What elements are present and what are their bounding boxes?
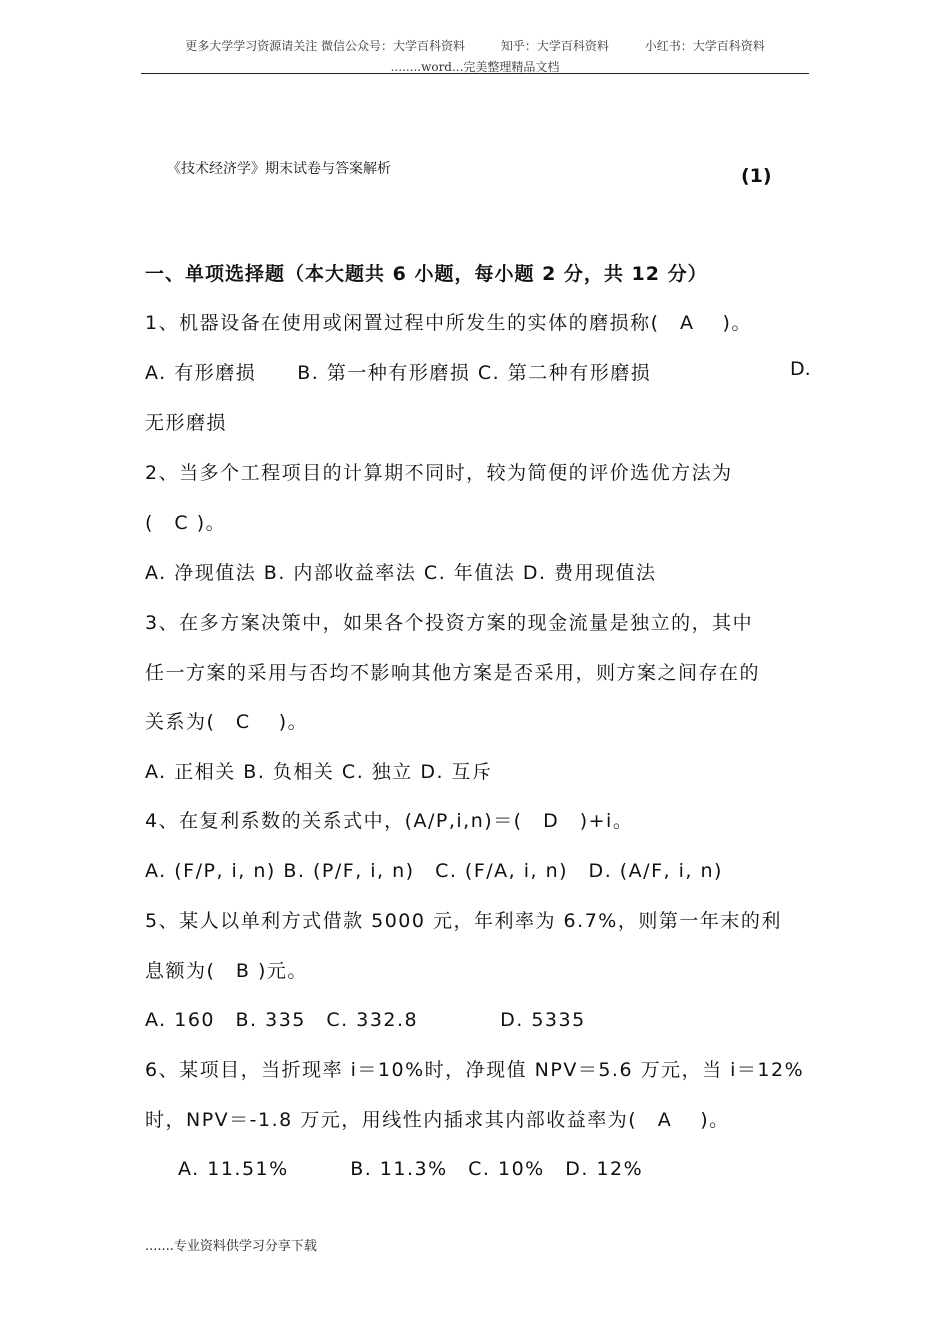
question-5-options: A. 160 B. 335 C. 332.8 D. 5335 (145, 1009, 586, 1031)
question-5-line-1: 5、某人以单利方式借款 5000 元，年利率为 6.7%，则第一年末的利 (145, 910, 782, 932)
question-1: 1、机器设备在使用或闲置过程中所发生的实体的磨损称( A )。 (145, 312, 752, 334)
document-title: 《技术经济学》期末试卷与答案解析 (167, 161, 391, 177)
question-1-option-d-text: 无形磨损 (145, 412, 228, 434)
question-1-options: A. 有形磨损 B. 第一种有形磨损 C. 第二种有形磨损 (145, 362, 652, 384)
question-3-line-1: 3、在多方案决策中，如果各个投资方案的现金流量是独立的，其中 (145, 612, 754, 634)
question-6-options: A. 11.51% B. 11.3% C. 10% D. 12% (178, 1158, 644, 1180)
question-3-answer: 关系为( C )。 (145, 711, 309, 733)
header-subtitle: ........word...完美整理精品文档 (390, 60, 560, 74)
question-5-line-2: 息额为( B )元。 (145, 960, 308, 982)
question-4: 4、在复利系数的关系式中，(A/P,i,n)＝( D )+i。 (145, 810, 634, 832)
question-2-options: A. 净现值法 B. 内部收益率法 C. 年值法 D. 费用现值法 (145, 562, 657, 584)
header-divider (141, 73, 809, 74)
question-1-option-d-label: D. (790, 358, 811, 380)
question-2-answer: ( C )。 (145, 512, 227, 534)
question-3-options: A. 正相关 B. 负相关 C. 独立 D. 互斥 (145, 761, 493, 783)
page-footer: .......专业资料供学习分享下载 (145, 1239, 317, 1254)
header-promo-wechat: 更多大学学习资源请关注 微信公众号：大学百科资料 (185, 39, 466, 53)
question-6-line-1: 6、某项目，当折现率 i＝10%时，净现值 NPV＝5.6 万元，当 i＝12% (145, 1059, 805, 1081)
question-2: 2、当多个工程项目的计算期不同时，较为简便的评价选优方法为 (145, 462, 733, 484)
document-number: (1) (741, 165, 772, 187)
question-6-line-2: 时，NPV＝-1.8 万元，用线性内插求其内部收益率为( A )。 (145, 1109, 730, 1131)
header-promo-xiaohongshu: 小红书：大学百科资料 (644, 39, 765, 53)
question-3-line-2: 任一方案的采用与否均不影响其他方案是否采用，则方案之间存在的 (145, 662, 761, 684)
section-heading: 一、单项选择题（本大题共 6 小题，每小题 2 分，共 12 分） (145, 263, 708, 285)
header-promo (0, 37, 950, 54)
question-4-options: A. (F/P, i, n) B. (P/F, i, n) C. (F/A, i, n) D. (A/F, i, n) (145, 860, 723, 882)
header-promo-zhihu: 知乎：大学百科资料 (500, 39, 609, 53)
